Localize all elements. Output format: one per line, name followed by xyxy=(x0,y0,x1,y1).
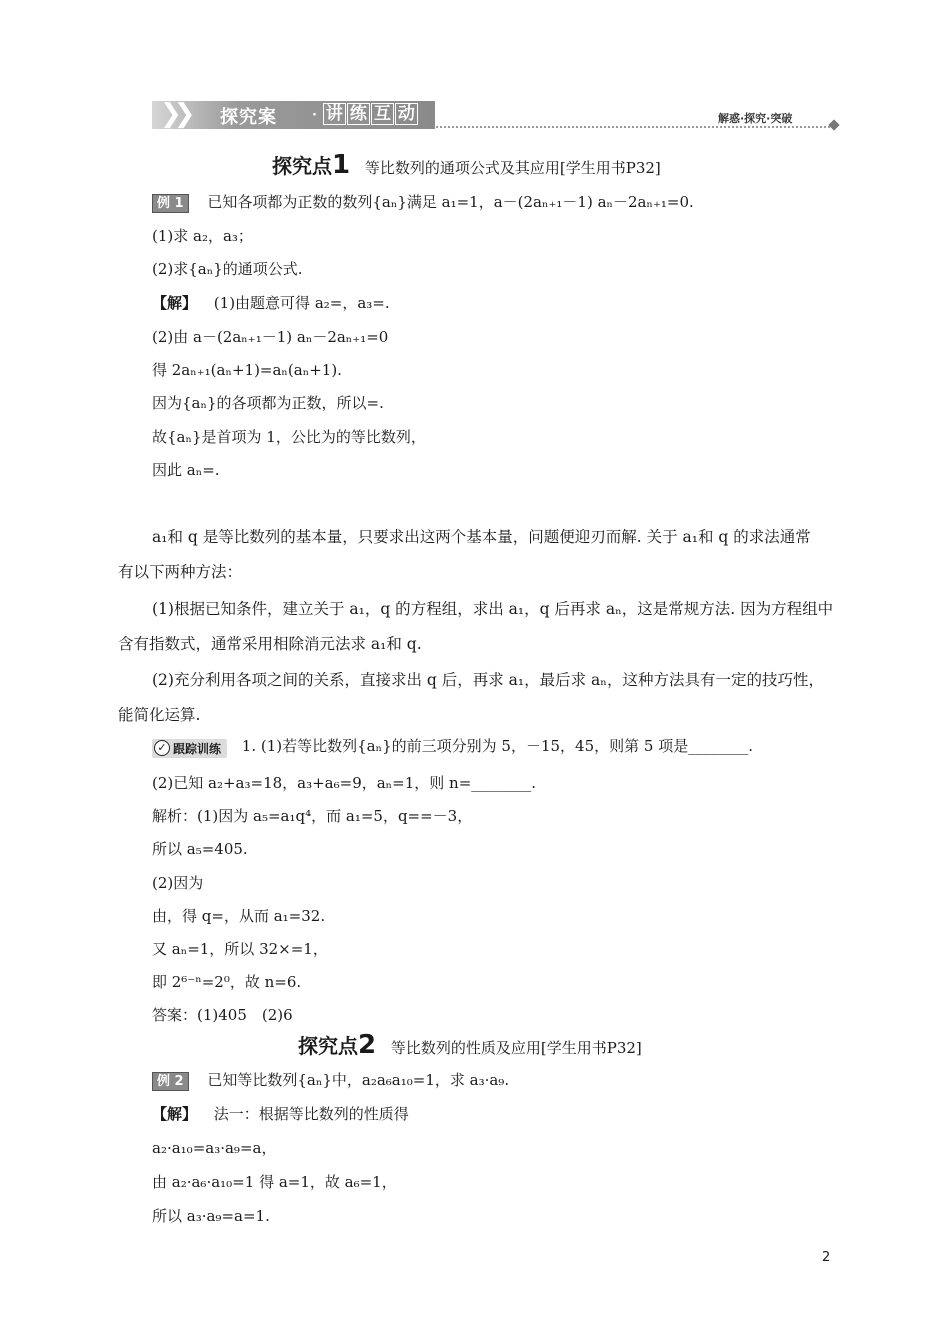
method-p2b: 含有指数式，通常采用相除消元法求 a₁和 q. xyxy=(118,635,422,653)
example2-sol-3: 由 a₂·a₆·a₁₀=1 得 a=1，故 a₆=1， xyxy=(152,1173,397,1191)
example2-sol-2: a₂·a₁₀=a₃·a₉=a， xyxy=(152,1139,277,1157)
method-p3b: 能简化运算. xyxy=(118,706,201,724)
banner-char: 互 xyxy=(371,103,394,125)
banner-char: 动 xyxy=(395,103,418,125)
method-p2a: (1)根据已知条件，建立关于 a₁，q 的方程组，求出 a₁，q 后再求 aₙ，这是常规方法. 因为方程组中 xyxy=(152,600,834,618)
check-icon: ✓ xyxy=(154,740,170,756)
page-number: 2 xyxy=(822,1250,831,1265)
double-chevron-icon: ❯❯ xyxy=(160,99,188,129)
track-7: 又 aₙ=1，所以 32×=1， xyxy=(152,940,328,958)
example1-sol-6: 因此 aₙ=. xyxy=(152,461,220,479)
track-6: 由，得 q=，从而 a₁=32. xyxy=(152,907,326,925)
track-1: ✓ 跟踪训练 1. (1)若等比数列{aₙ}的前三项分别为 5，－15，45，则第 5 项是________. xyxy=(152,735,753,758)
section2-heading: 探究点2 等比数列的性质及应用[学生用书P32] xyxy=(298,1030,642,1060)
example2-stem: 例 2 已知等比数列{aₙ}中，a₂a₆a₁₀=1，求 a₃·a₉. xyxy=(152,1069,509,1091)
example2-label: 例 2 xyxy=(152,1072,189,1091)
section1-title: 等比数列的通项公式及其应用[学生用书P32] xyxy=(364,159,661,177)
banner-char: 讲 xyxy=(323,103,346,125)
method-p1b: 有以下两种方法： xyxy=(118,563,243,581)
track-8: 即 2⁶⁻ⁿ=2⁰，故 n=6. xyxy=(152,973,302,991)
method-p3a: (2)充分利用各项之间的关系，直接求出 q 后，再求 a₁，最后求 aₙ，这种方法具有一定的技巧性， xyxy=(152,671,824,689)
track-label: ✓ 跟踪训练 xyxy=(152,739,227,758)
section2-title: 等比数列的性质及应用[学生用书P32] xyxy=(390,1039,642,1057)
example1-label: 例 1 xyxy=(152,194,189,213)
header-right-tag: 解惑·探究·突破 xyxy=(718,112,793,125)
track-answer: 答案：(1)405 (2)6 xyxy=(152,1006,293,1024)
example1-stem: 例 1 已知各项都为正数的数列{aₙ}满足 a₁=1，a－(2aₙ₊₁－1) aₙ－2aₙ₊₁=0. xyxy=(152,191,694,213)
example2-sol-4: 所以 a₃·a₉=a=1. xyxy=(152,1207,270,1225)
banner-subtitle: · 讲 练 互 动 xyxy=(312,103,419,125)
example1-q1: (1)求 a₂，a₃； xyxy=(152,227,253,245)
track-5: (2)因为 xyxy=(152,874,204,892)
example1-sol-1: 【解】 (1)由题意可得 a₂=，a₃=. xyxy=(152,294,390,312)
track-2: (2)已知 a₂+a₃=18，a₃+a₆=9，aₙ=1，则 n=________. xyxy=(152,774,537,792)
method-p1a: a₁和 q 是等比数列的基本量，只要求出这两个基本量，问题便迎刃而解. 关于 a₁和 q 的求法通常 xyxy=(152,528,811,546)
example2-sol-1: 【解】 法一：根据等比数列的性质得 xyxy=(152,1105,409,1123)
header-dotted-rule xyxy=(436,126,834,128)
example1-sol-5: 故{aₙ}是首项为 1，公比为的等比数列， xyxy=(152,428,426,446)
banner-char: 练 xyxy=(347,103,370,125)
example1-sol-3: 得 2aₙ₊₁(aₙ+1)=aₙ(aₙ+1). xyxy=(152,361,342,379)
track-3: 解析：(1)因为 a₅=a₁q⁴，而 a₁=5，q==－3， xyxy=(152,807,473,825)
diamond-icon xyxy=(828,119,839,130)
section1-heading: 探究点1 等比数列的通项公式及其应用[学生用书P32] xyxy=(272,150,661,180)
banner-title: 探究案 xyxy=(220,107,277,128)
example1-q2: (2)求{aₙ}的通项公式. xyxy=(152,260,303,278)
example1-sol-2: (2)由 a－(2aₙ₊₁－1) aₙ－2aₙ₊₁=0 xyxy=(152,328,389,346)
example1-sol-4: 因为{aₙ}的各项都为正数，所以=. xyxy=(152,394,384,412)
track-4: 所以 a₅=405. xyxy=(152,840,248,858)
